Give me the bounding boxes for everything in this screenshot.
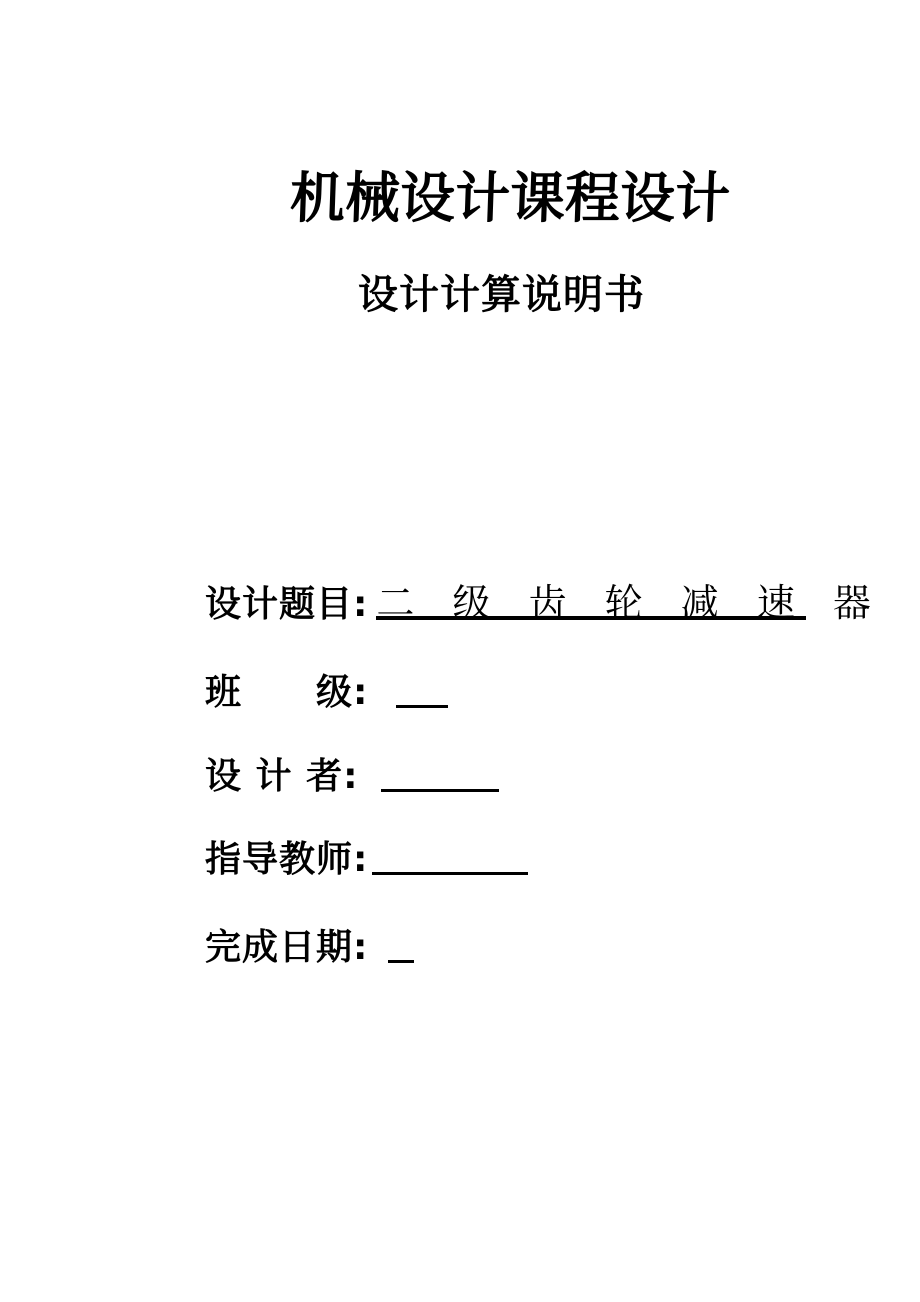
form-row-completion-date: [205, 929, 414, 967]
design-topic-label: 设计题目:: [205, 584, 369, 625]
advisor-label: 指导教师:: [205, 839, 369, 880]
class-label: 班 级:: [205, 672, 369, 713]
designer-label: 设 计 者:: [205, 756, 359, 797]
completion-date-label: 完成日期:: [205, 927, 369, 968]
design-topic-field[interactable]: 二 级 齿 轮 减 速 器: [376, 581, 884, 625]
form-row-designer: [205, 758, 499, 796]
advisor-field[interactable]: [372, 841, 528, 875]
document-title: 机械设计课程设计: [288, 165, 732, 230]
completion-date-field[interactable]: [388, 929, 414, 963]
form-row-class: [205, 674, 448, 712]
designer-field[interactable]: [381, 758, 499, 792]
class-field[interactable]: [396, 674, 448, 708]
document-subtitle: 设计计算说明书: [358, 271, 645, 318]
form-row-advisor: [205, 841, 528, 879]
form-row-design-topic: [205, 581, 884, 625]
